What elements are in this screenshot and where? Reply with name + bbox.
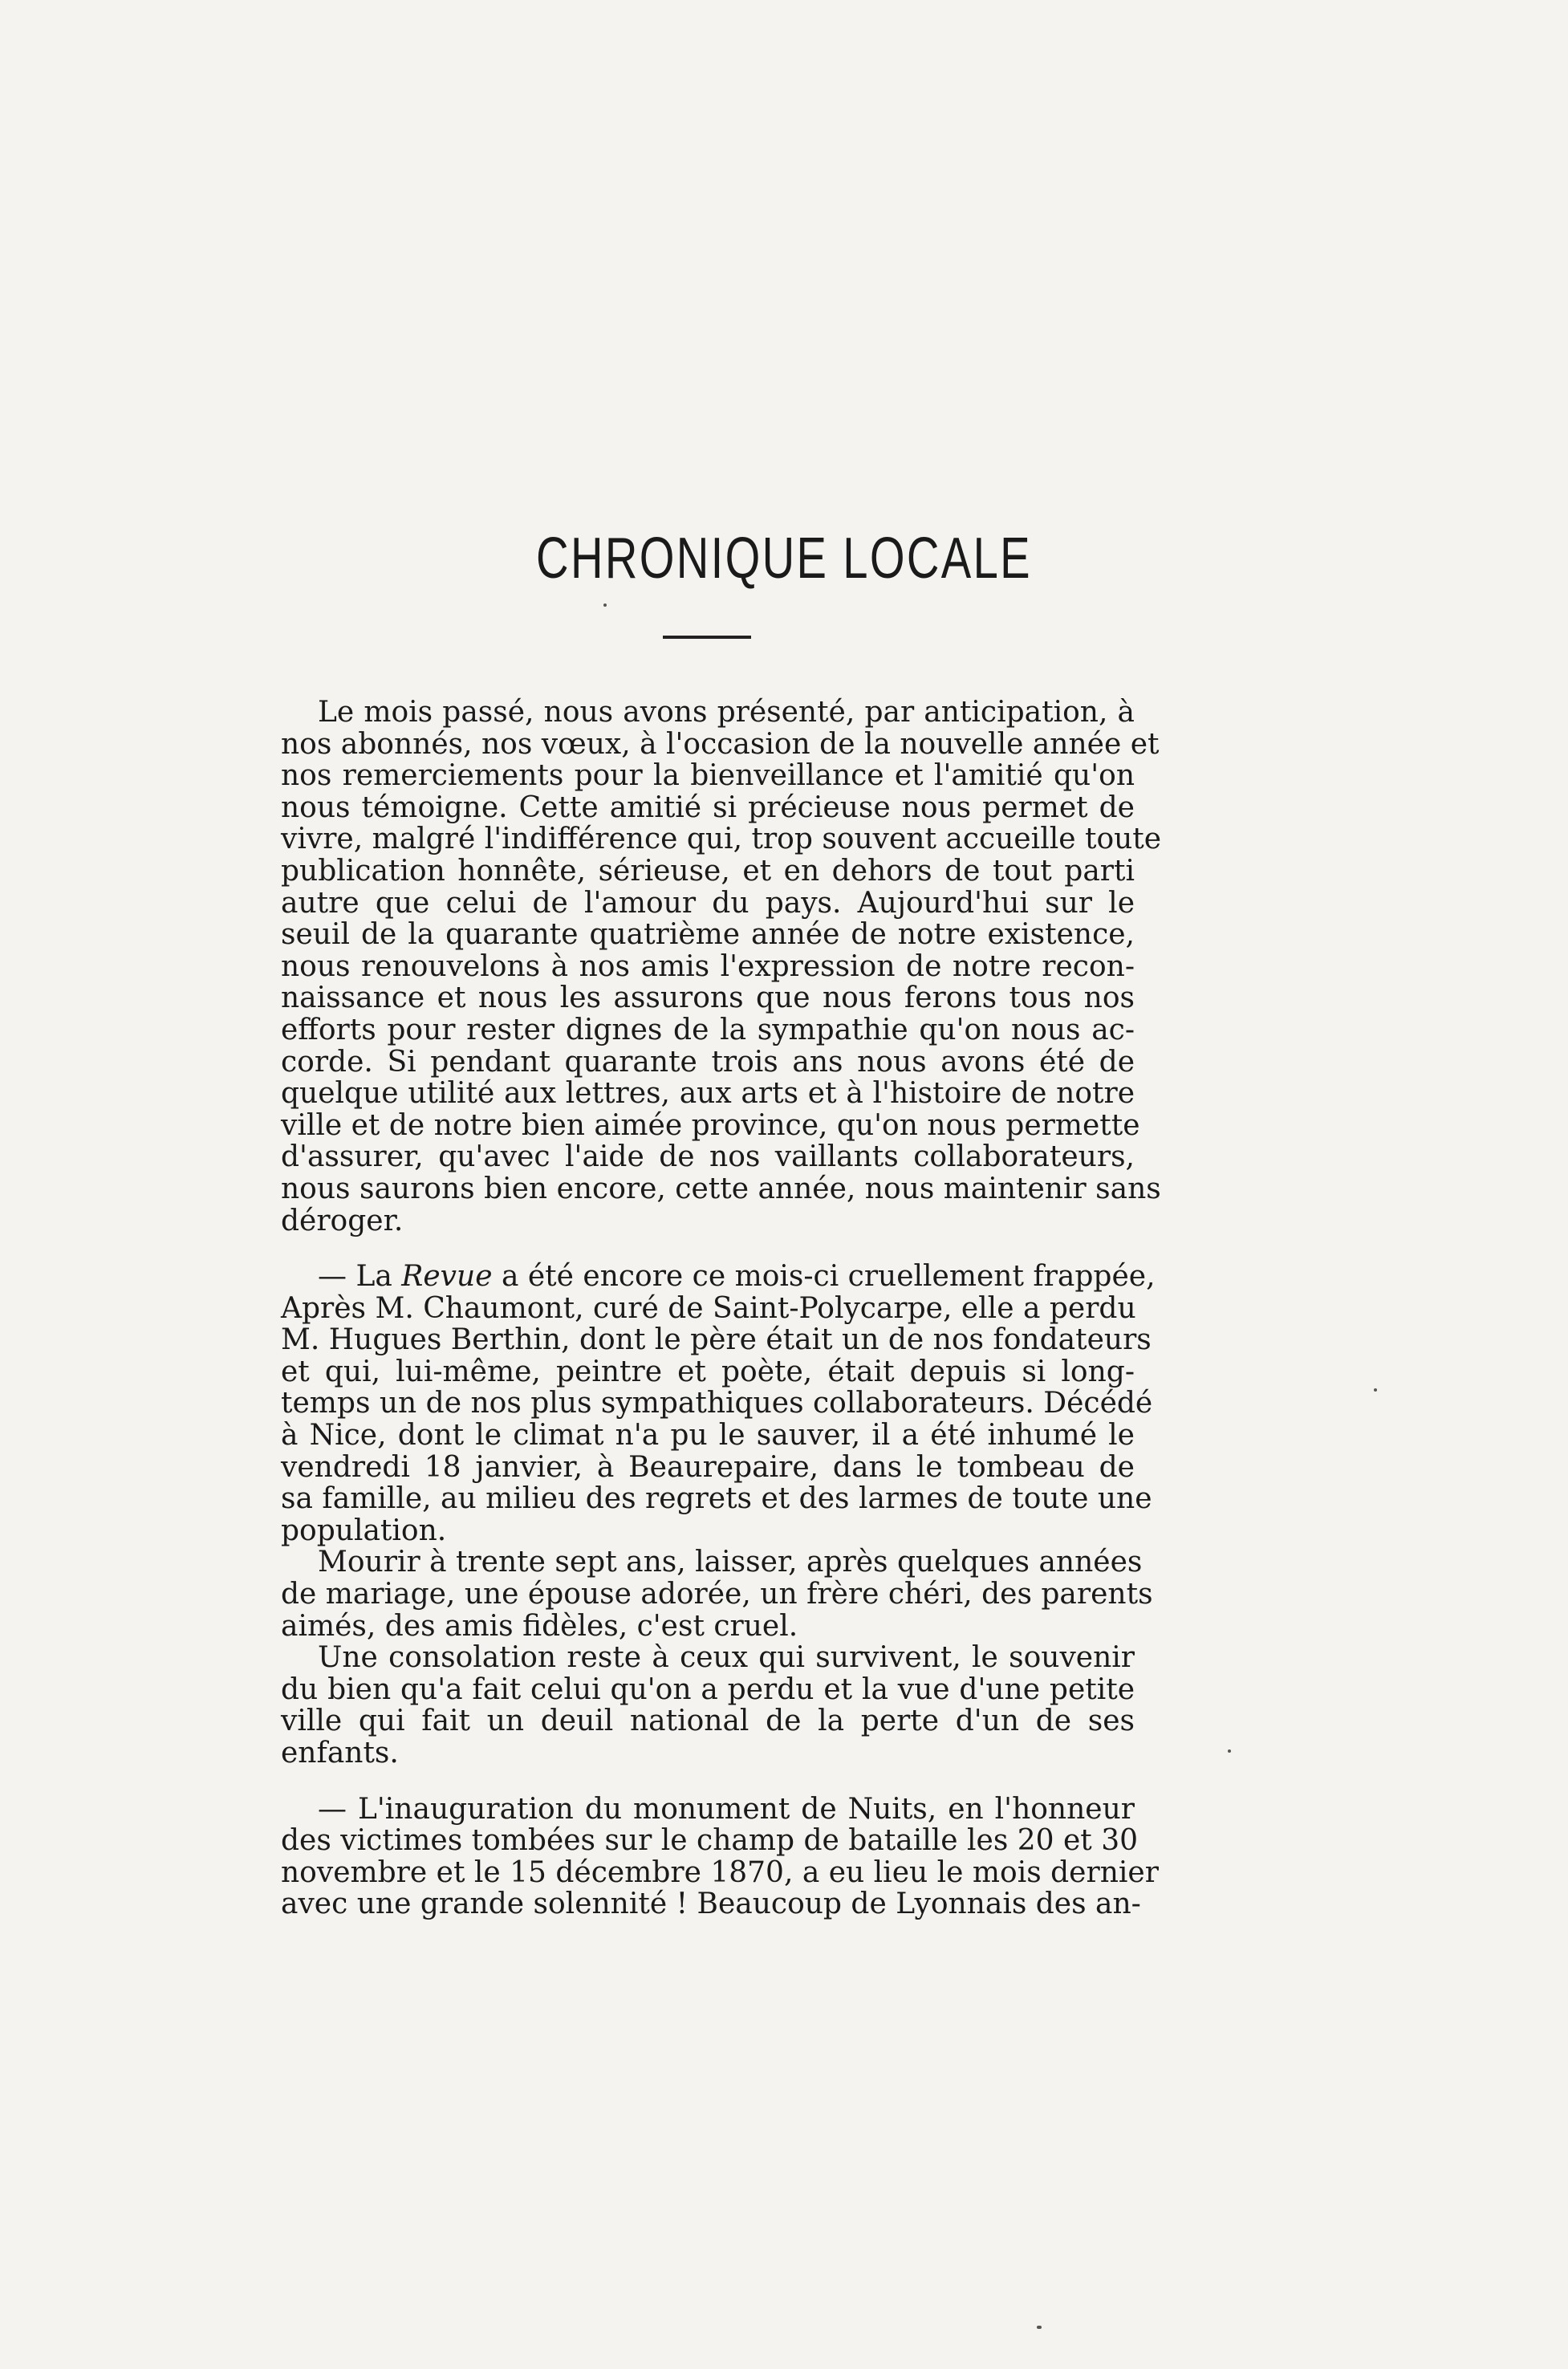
text-line: Une consolation reste à ceux qui survivent, le souvenir xyxy=(318,1641,1135,1675)
text-line: vendredi 18 janvier, à Beaurepaire, dans le tombeau de xyxy=(281,1450,1135,1484)
text-line: efforts pour rester dignes de la sympathie qu'on nous ac- xyxy=(281,1013,1135,1046)
text-line: novembre et le 15 décembre 1870, a eu lieu le mois dernier xyxy=(281,1855,1159,1889)
paragraph-monument xyxy=(281,1792,1159,1921)
text-line: temps un de nos plus sympathiques collaborateurs. Décédé xyxy=(281,1387,1153,1420)
text-line: seuil de la quarante quatrième année de notre existence, xyxy=(281,918,1135,952)
revue-word: Revue xyxy=(401,1260,493,1294)
ink-speck xyxy=(1228,1749,1231,1753)
text-line: du bien qu'a fait celui qu'on a perdu et la vue d'une petite xyxy=(281,1672,1135,1706)
text-line: corde. Si pendant quarante trois ans nous avons été de xyxy=(281,1045,1135,1079)
text-line: nous renouvelons à nos amis l'expression de notre recon- xyxy=(281,949,1135,983)
text-line: enfants. xyxy=(281,1737,399,1770)
text-line: sa famille, au milieu des regrets et des larmes de toute une xyxy=(281,1482,1152,1516)
text-line: d'assurer, qu'avec l'aide de nos vaillants collaborateurs, xyxy=(281,1140,1135,1174)
paragraph-obituary xyxy=(281,1260,1156,1770)
text-segment: — La xyxy=(318,1260,402,1294)
ink-speck xyxy=(1037,2326,1042,2329)
page-title: CHRONIQUE LOCALE xyxy=(536,526,1032,591)
paragraph-gap xyxy=(281,1770,1135,1794)
text-line: de mariage, une épouse adorée, un frère chéri, des parents xyxy=(281,1578,1153,1611)
text-line: nous saurons bien encore, cette année, nous maintenir sans xyxy=(281,1172,1161,1205)
text-line: nos remerciements pour la bienveillance et l'amitié qu'on xyxy=(281,759,1135,793)
paragraph-gap xyxy=(281,1237,1135,1261)
paragraph-new-year xyxy=(281,696,1162,1237)
text-line: population. xyxy=(281,1514,447,1547)
text-line: et qui, lui-même, peintre et poète, était depuis si long- xyxy=(281,1355,1135,1388)
text-line xyxy=(281,1260,1156,1294)
text-line: avec une grande solennité ! Beaucoup de Lyonnais des an- xyxy=(281,1887,1141,1921)
article-body xyxy=(281,696,1162,1921)
text-line: autre que celui de l'amour du pays. Aujourd'hui sur le xyxy=(281,886,1135,920)
text-line: Après M. Chaumont, curé de Saint-Polycarpe, elle a perdu xyxy=(281,1291,1136,1325)
text-line: à Nice, dont le climat n'a pu le sauver, il a été inhumé le xyxy=(281,1419,1135,1453)
title-rule xyxy=(663,636,751,639)
text-line: naissance et nous les assurons que nous ferons tous nos xyxy=(281,981,1135,1015)
text-line: aimés, des amis fidèles, c'est cruel. xyxy=(281,1609,798,1643)
text-line: ville qui fait un deuil national de la perte d'un de ses xyxy=(281,1705,1135,1738)
text-line: ville et de notre bien aimée province, qu'on nous permette xyxy=(281,1108,1140,1142)
text-line: quelque utilité aux lettres, aux arts et à l'histoire de notre xyxy=(281,1077,1135,1111)
ink-speck xyxy=(603,603,607,607)
text-line: Mourir à trente sept ans, laisser, après quelques années xyxy=(318,1546,1143,1579)
text-line: vivre, malgré l'indifférence qui, trop souvent accueille toute xyxy=(281,823,1162,856)
text-line: nos abonnés, nos vœux, à l'occasion de la nouvelle année et xyxy=(281,727,1160,761)
text-segment: a été encore ce mois-ci cruellement frappée, xyxy=(492,1260,1156,1294)
text-line: publication honnête, sérieuse, et en dehors de tout parti xyxy=(281,854,1135,888)
text-line: Le mois passé, nous avons présenté, par anticipation, à xyxy=(318,696,1135,729)
text-line: déroger. xyxy=(281,1204,404,1237)
text-line: nous témoigne. Cette amitié si précieuse nous permet de xyxy=(281,790,1135,824)
text-line: M. Hugues Berthin, dont le père était un de nos fondateurs xyxy=(281,1323,1152,1357)
text-line: des victimes tombées sur le champ de bataille les 20 et 30 xyxy=(281,1824,1139,1858)
text-line: — L'inauguration du monument de Nuits, en l'honneur xyxy=(318,1792,1135,1826)
ink-speck xyxy=(1374,1388,1377,1392)
